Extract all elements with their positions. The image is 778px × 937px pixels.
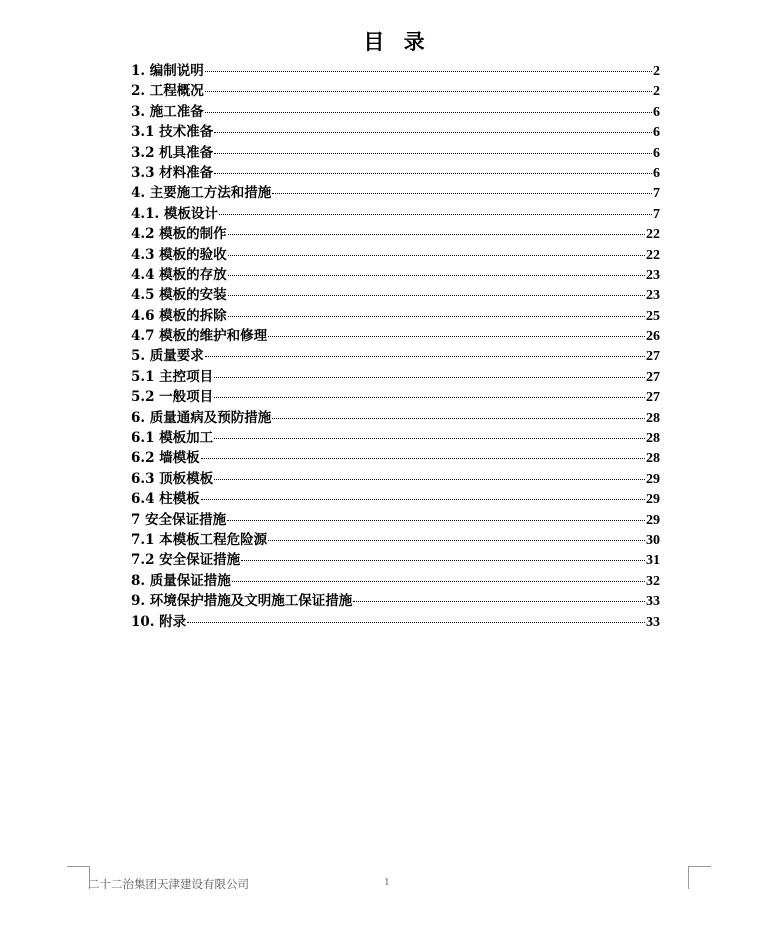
toc-entry-page: 29 bbox=[646, 471, 660, 487]
toc-entry-label: 10. 附录 bbox=[131, 613, 187, 630]
toc-leader-dots bbox=[228, 255, 645, 256]
toc-entry-label: 4.4 模板的存放 bbox=[131, 266, 227, 283]
toc-entry[interactable] bbox=[131, 344, 660, 364]
toc-leader-dots bbox=[214, 132, 652, 133]
toc-entry-page: 32 bbox=[646, 573, 660, 589]
toc-entry[interactable] bbox=[131, 426, 660, 446]
toc-entry-page: 33 bbox=[646, 594, 660, 610]
toc-entry[interactable] bbox=[131, 365, 660, 385]
toc-leader-dots bbox=[214, 438, 645, 439]
footer-page-number: 1 bbox=[384, 876, 390, 888]
toc-entry-page: 31 bbox=[646, 553, 660, 569]
toc-entry-label: 3.3 材料准备 bbox=[131, 164, 214, 181]
toc-entry-page: 7 bbox=[653, 206, 660, 222]
toc-entry[interactable] bbox=[131, 100, 660, 120]
toc-entry-page: 22 bbox=[646, 227, 660, 243]
toc-leader-dots bbox=[205, 71, 652, 72]
toc-leader-dots bbox=[353, 601, 645, 602]
toc-entry-label: 6.4 柱模板 bbox=[131, 491, 200, 508]
toc-entry[interactable] bbox=[131, 181, 660, 201]
toc-leader-dots bbox=[187, 622, 645, 623]
toc-entry-label: 7.1 本模板工程危险源 bbox=[131, 531, 268, 548]
toc-entry[interactable] bbox=[131, 324, 660, 344]
toc-entry[interactable] bbox=[131, 263, 660, 283]
toc-entry[interactable] bbox=[131, 528, 660, 548]
toc-entry-page: 22 bbox=[646, 247, 660, 263]
toc-leader-dots bbox=[214, 479, 645, 480]
toc-leader-dots bbox=[228, 234, 645, 235]
toc-entry-label: 7.2 安全保证措施 bbox=[131, 552, 241, 569]
crop-mark-right bbox=[688, 866, 711, 889]
toc-leader-dots bbox=[268, 540, 645, 541]
toc-leader-dots bbox=[205, 356, 645, 357]
toc-entry-label: 4.7 模板的维护和修理 bbox=[131, 328, 268, 345]
toc-entry-label: 2. 工程概况 bbox=[131, 83, 204, 100]
toc-entry-page: 30 bbox=[646, 532, 660, 548]
toc-leader-dots bbox=[268, 336, 645, 337]
toc-entry-page: 27 bbox=[646, 369, 660, 385]
toc-entry-page: 7 bbox=[653, 186, 660, 202]
toc-entry-label: 5.2 一般项目 bbox=[131, 389, 214, 406]
toc-entry-page: 29 bbox=[646, 492, 660, 508]
toc-leader-dots bbox=[227, 520, 645, 521]
toc-leader-dots bbox=[214, 397, 645, 398]
toc-leader-dots bbox=[241, 560, 645, 561]
toc-leader-dots bbox=[232, 581, 645, 582]
toc-entry-page: 27 bbox=[646, 390, 660, 406]
toc-entry[interactable] bbox=[131, 304, 660, 324]
toc-entry-page: 29 bbox=[646, 512, 660, 528]
toc-entry[interactable] bbox=[131, 141, 660, 161]
toc-entry-label: 1. 编制说明 bbox=[131, 63, 204, 79]
toc-entry[interactable] bbox=[131, 548, 660, 568]
toc-entry-page: 2 bbox=[653, 64, 660, 79]
toc-entry[interactable] bbox=[131, 446, 660, 466]
toc-entry-page: 26 bbox=[646, 329, 660, 345]
toc-leader-dots bbox=[214, 173, 652, 174]
toc-leader-dots bbox=[201, 458, 645, 459]
toc-leader-dots bbox=[201, 499, 645, 500]
toc-entry-label: 7 安全保证措施 bbox=[131, 511, 227, 528]
toc-entry-page: 6 bbox=[653, 165, 660, 181]
toc-entry-page: 28 bbox=[646, 431, 660, 447]
toc-entry[interactable] bbox=[131, 487, 660, 507]
toc-entry[interactable] bbox=[131, 467, 660, 487]
toc-entry-label: 5.1 主控项目 bbox=[131, 368, 214, 385]
crop-mark-left bbox=[67, 866, 90, 889]
toc-entry-page: 6 bbox=[653, 145, 660, 161]
toc-entry[interactable] bbox=[131, 406, 660, 426]
toc-entry[interactable] bbox=[131, 243, 660, 263]
toc-entry-label: 6. 质量通病及预防措施 bbox=[131, 409, 272, 426]
toc-entry-label: 4.5 模板的安装 bbox=[131, 287, 227, 304]
toc-entry[interactable] bbox=[131, 283, 660, 303]
toc-entry-label: 3. 施工准备 bbox=[131, 103, 204, 120]
toc-leader-dots bbox=[228, 295, 645, 296]
toc-entry-label: 4.6 模板的拆除 bbox=[131, 307, 227, 324]
toc-entry-label: 5. 质量要求 bbox=[131, 348, 204, 365]
toc-entry[interactable] bbox=[131, 569, 660, 589]
toc-entry[interactable] bbox=[131, 120, 660, 140]
toc-entry[interactable] bbox=[131, 222, 660, 242]
toc-entry[interactable] bbox=[131, 385, 660, 405]
toc-leader-dots bbox=[228, 275, 645, 276]
toc-leader-dots bbox=[205, 112, 652, 113]
toc-entry[interactable] bbox=[131, 202, 660, 222]
toc-entry-page: 28 bbox=[646, 410, 660, 426]
toc-entry[interactable] bbox=[131, 589, 660, 609]
toc-entry-page: 6 bbox=[653, 104, 660, 120]
toc-entry[interactable] bbox=[131, 161, 660, 181]
toc-entry-label: 4. 主要施工方法和措施 bbox=[131, 185, 272, 202]
toc-entry-page: 28 bbox=[646, 451, 660, 467]
toc-entry[interactable] bbox=[131, 79, 660, 99]
toc-entry[interactable] bbox=[131, 508, 660, 528]
toc-list bbox=[131, 59, 660, 630]
toc-leader-dots bbox=[272, 418, 645, 419]
toc-entry-label: 4.3 模板的验收 bbox=[131, 246, 227, 263]
footer-company: 二十二治集团天津建设有限公司 bbox=[88, 877, 249, 891]
toc-entry[interactable] bbox=[131, 59, 660, 79]
toc-entry[interactable] bbox=[131, 610, 660, 630]
toc-entry-page: 33 bbox=[646, 614, 660, 630]
toc-entry-page: 2 bbox=[653, 84, 660, 100]
toc-entry-page: 6 bbox=[653, 125, 660, 141]
toc-entry-page: 23 bbox=[646, 288, 660, 304]
toc-entry-label: 8. 质量保证措施 bbox=[131, 572, 231, 589]
toc-entry-page: 25 bbox=[646, 308, 660, 324]
toc-entry-page: 27 bbox=[646, 349, 660, 365]
toc-leader-dots bbox=[214, 377, 645, 378]
toc-entry-label: 4.1. 模板设计 bbox=[131, 205, 218, 222]
toc-entry-label: 9. 环境保护措施及文明施工保证措施 bbox=[131, 593, 353, 610]
toc-entry-label: 6.2 墙模板 bbox=[131, 450, 200, 467]
toc-leader-dots bbox=[228, 316, 645, 317]
toc-leader-dots bbox=[219, 214, 652, 215]
toc-entry-label: 3.2 机具准备 bbox=[131, 144, 214, 161]
toc-leader-dots bbox=[205, 91, 652, 92]
toc-entry-label: 6.1 模板加工 bbox=[131, 430, 214, 447]
toc-entry-page: 23 bbox=[646, 267, 660, 283]
toc-entry-label: 6.3 顶板模板 bbox=[131, 470, 214, 487]
toc-entry-label: 4.2 模板的制作 bbox=[131, 226, 227, 243]
toc-entry-label: 3.1 技术准备 bbox=[131, 124, 214, 141]
toc-leader-dots bbox=[272, 193, 652, 194]
toc-title: 目 录 bbox=[363, 29, 431, 54]
toc-leader-dots bbox=[214, 153, 652, 154]
